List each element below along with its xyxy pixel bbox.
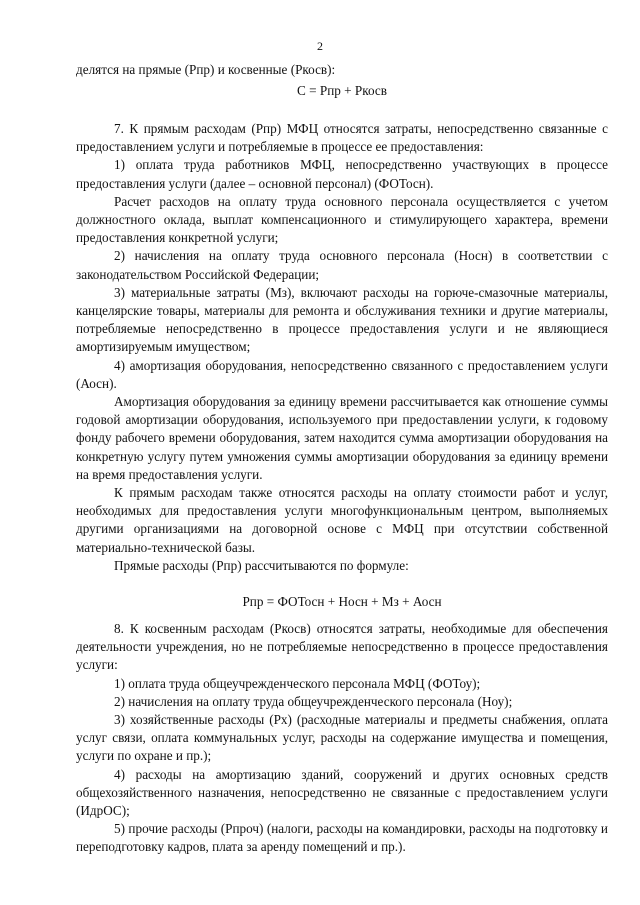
paragraph: Расчет расходов на оплату труда основного персонала осуществляется с учетом должностного оклада, выплат компенсационного и стимулирующего характера, времени предоставления конкретной услуги;	[76, 193, 608, 246]
formula-total	[76, 82, 608, 100]
list-item: 4) расходы на амортизацию зданий, сооружений и других основных средств общехозяйственного назначения, непосредственно не связанные с предоставлением услуги (ИдрОС);	[76, 766, 608, 819]
list-item: 4) амортизация оборудования, непосредственно связанного с предоставлением услуги (Аосн).	[76, 357, 608, 391]
paragraph: 7. К прямым расходам (Рпр) МФЦ относятся затраты, непосредственно связанные с предоставлением услуги и потребляемые в процессе ее предоставления:	[76, 121, 608, 155]
paragraph: делятся на прямые (Рпр) и косвенные (Ркосв):	[76, 62, 336, 77]
formula: Рпр = ФОТосн + Носн + Мз + Аосн	[242, 594, 442, 609]
paragraph: Прямые расходы (Рпр) рассчитываются по формуле:	[114, 557, 409, 573]
paragraph: 8. К косвенным расходам (Ркосв) относятся затраты, необходимые для обеспечения деятельности учреждения, но не потребляемые непосредственно в процессе предоставления услуги:	[76, 621, 608, 673]
list-item: 2) начисления на оплату труда основного персонала (Носн) в соответствии с законодательством Российской Федерации;	[76, 248, 608, 282]
paragraph: К прямым расходам также относятся расходы на оплату стоимости работ и услуг, необходимых для предоставления услуги многофункциональным центром, выполняемых другими организациями на договорной основе с МФЦ при отсутствии собственной материально-технической базы.	[76, 485, 608, 555]
list-item: 2) начисления на оплату труда общеучрежденческого персонала (Ноу);	[114, 693, 513, 709]
paragraph: Амортизация оборудования за единицу времени рассчитывается как отношение суммы годовой амортизации оборудования, используемого при предоставлении услуги, к годовому фонду рабочего времени оборудования, затем находится сумма амортизации оборудования на конкретную услугу путем умножения суммы амортизации оборудования за единицу времени на время предоставления услуги.	[76, 394, 608, 482]
list-item: 3) материальные затраты (Мз), включают расходы на горюче-смазочные материалы, канцелярские товары, материалы для ремонта и обслуживания техники и другие материалы, потребляемые непосредственно в процессе предоставления услуги и не являющиеся амортизируемым имуществом;	[76, 284, 608, 355]
list-item: 3) хозяйственные расходы (Рх) (расходные материалы и предметы снабжения, оплата услуг связи, оплата коммунальных услуг, расходы на содержание имущества и помещения, услуги по охране и пр.);	[76, 712, 608, 764]
list-item: 1) оплата труда работников МФЦ, непосредственно участвующих в процессе предоставления услуги (далее – основной персонал) (ФОТосн).	[76, 157, 608, 191]
section-8	[76, 620, 608, 857]
page-number: 2	[317, 39, 323, 53]
paragraph-intro	[76, 61, 608, 79]
formula-direct	[76, 593, 608, 611]
list-item: 1) оплата труда общеучрежденческого персонала МФЦ (ФОТоу);	[114, 675, 481, 691]
list-item: 5) прочие расходы (Рпроч) (налоги, расходы на командировки, расходы на подготовку и переподготовку кадров, плата за аренду помещений и пр.).	[76, 821, 608, 855]
formula: С = Рпр + Ркосв	[297, 83, 387, 98]
section-7	[76, 120, 608, 575]
